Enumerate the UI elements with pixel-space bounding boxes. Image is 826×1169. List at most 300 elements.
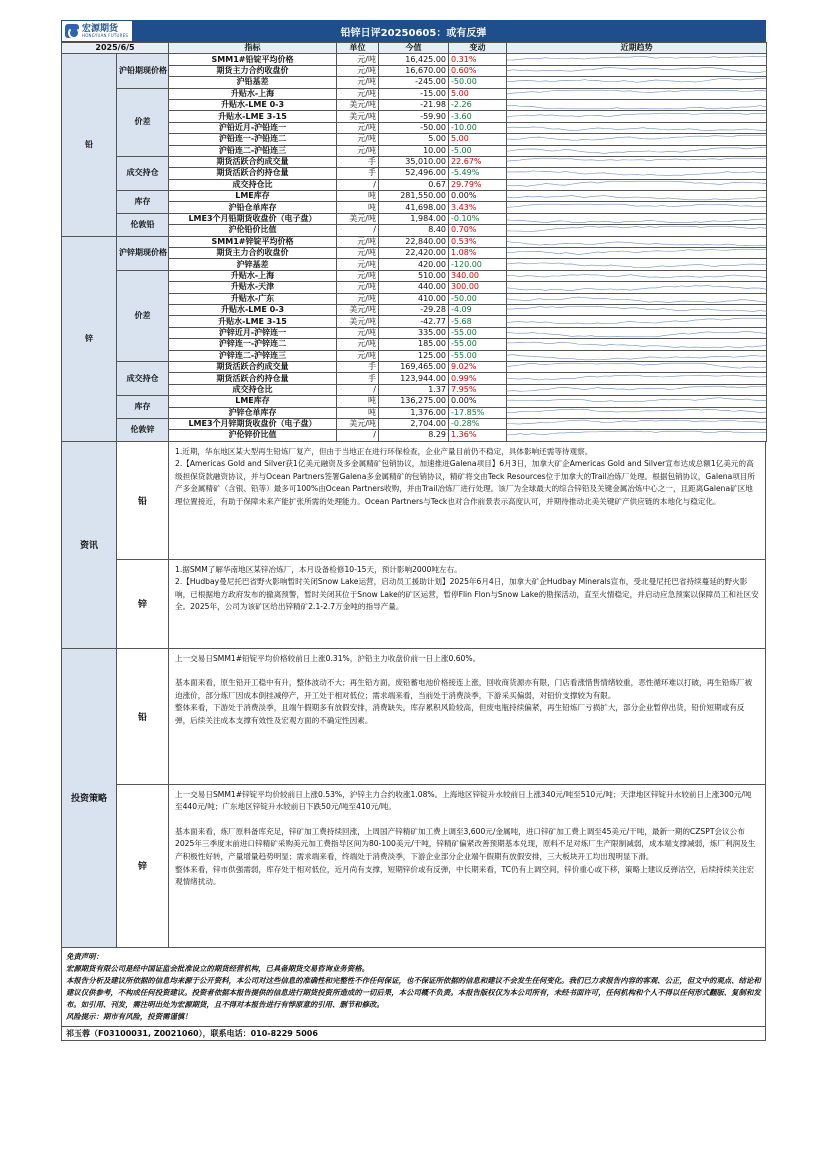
indicator-trend: [507, 339, 767, 350]
indicator-change: -17.85%: [449, 407, 507, 418]
indicator-unit: 元/吨: [337, 270, 379, 281]
zinc-category: 锌: [62, 236, 117, 441]
indicator-name: LME库存: [169, 396, 337, 407]
indicator-unit: 吨: [337, 191, 379, 202]
indicator-unit: 手: [337, 168, 379, 179]
group-label: 伦敦锌: [117, 418, 169, 441]
indicator-unit: 美元/吨: [337, 418, 379, 429]
indicator-trend: [507, 111, 767, 122]
indicator-value: 440.00: [379, 282, 449, 293]
indicator-trend: [507, 259, 767, 270]
report-title: 铅锌日评20250605：或有反弹: [340, 27, 487, 39]
logo-en: HONGYUAN FUTURES: [82, 32, 129, 38]
report-sheet: [61, 20, 766, 1041]
indicator-trend: [507, 145, 767, 156]
indicator-value: 8.29: [379, 430, 449, 441]
trend-sparkline: [507, 282, 766, 292]
indicator-change: 3.43%: [449, 202, 507, 213]
indicator-trend: [507, 361, 767, 372]
trend-sparkline: [507, 214, 766, 224]
indicator-trend: [507, 350, 767, 361]
trend-sparkline: [507, 191, 766, 201]
indicator-unit: 美元/吨: [337, 111, 379, 122]
sparkline-path: [507, 375, 766, 380]
group-label: 成交持仓: [117, 361, 169, 395]
indicator-name: 成交持仓比: [169, 179, 337, 190]
indicator-name: 期货活跃合约成交量: [169, 361, 337, 372]
strategy-lead-row: [117, 649, 765, 785]
indicator-value: -15.00: [379, 88, 449, 99]
report-header: [61, 20, 766, 42]
indicator-trend: [507, 179, 767, 190]
indicator-value: 52,496.00: [379, 168, 449, 179]
sparkline-path: [507, 227, 766, 232]
sparkline-path: [507, 363, 766, 368]
indicator-trend: [507, 54, 767, 65]
indicator-value: -59.90: [379, 111, 449, 122]
indicator-value: 335.00: [379, 327, 449, 338]
news-zinc-text: 1.据SMM了解华南地区某锌冶炼厂，本月设备检修10-15天，预计影响2000吨左右。 2.【Hudbay曼尼托巴省野火影响暂时关闭Snow Lake运营，启动员工援助计划】2025年6月4日，加拿大矿企Hudbay Minerals宣布，受北曼尼托巴省持续蔓延的野火影响，已根据地方政府发布的撤离预警，暂时关闭其位于Snow Lake的矿区运营，暂停Flin Flon与Snow Lake的勘探活动，直至火情稳定，并启动应急预案以保障员工和社区安全。2025年，公司为该矿区给出锌精矿2.1-2.7万金吨的指导产量。: [175, 564, 759, 612]
indicator-name: LME3个月铅期货收盘价（电子盘）: [169, 213, 337, 224]
sparkline-path: [507, 297, 766, 302]
indicator-unit: 吨: [337, 396, 379, 407]
indicator-change: 22.67%: [449, 156, 507, 167]
indicator-value: 1,376.00: [379, 407, 449, 418]
indicator-value: 35,010.00: [379, 156, 449, 167]
indicator-name: 升贴水-LME 3-15: [169, 111, 337, 122]
trend-sparkline: [507, 66, 766, 76]
sparkline-path: [507, 147, 766, 153]
indicator-name: 升贴水-LME 0-3: [169, 304, 337, 315]
indicator-value: 5.00: [379, 134, 449, 145]
indicator-value: -50.00: [379, 122, 449, 133]
indicator-value: -29.28: [379, 304, 449, 315]
indicator-change: 0.53%: [449, 236, 507, 247]
table-row: [62, 361, 767, 372]
table-row: [62, 236, 767, 247]
indicator-name: 沪伦铅价比值: [169, 225, 337, 236]
indicator-trend: [507, 430, 767, 441]
sparkline-path: [507, 342, 766, 348]
indicator-unit: 元/吨: [337, 248, 379, 259]
col-value: 今值: [379, 43, 449, 54]
indicator-name: 沪铅连二-沪铅连三: [169, 145, 337, 156]
indicator-unit: 元/吨: [337, 134, 379, 145]
indicator-name: 升贴水-天津: [169, 282, 337, 293]
sparkline-path: [507, 127, 766, 131]
indicator-change: -3.60: [449, 111, 507, 122]
indicator-unit: 元/吨: [337, 327, 379, 338]
indicator-value: 8.40: [379, 225, 449, 236]
indicator-name: 沪锌连一-沪锌连二: [169, 339, 337, 350]
sparkline-path: [507, 398, 766, 402]
trend-sparkline: [507, 430, 766, 440]
indicator-name: 升贴水-广东: [169, 293, 337, 304]
indicator-change: 340.00: [449, 270, 507, 281]
group-label: 沪铅期现价格: [117, 54, 169, 88]
indicator-value: 281,550.00: [379, 191, 449, 202]
indicator-name: 沪锌近月-沪锌连一: [169, 327, 337, 338]
indicator-trend: [507, 293, 767, 304]
trend-sparkline: [507, 55, 766, 65]
indicator-trend: [507, 282, 767, 293]
trend-sparkline: [507, 89, 766, 99]
group-label: 价差: [117, 270, 169, 361]
indicator-value: 2,704.00: [379, 418, 449, 429]
disclaimer-text: 宏源期货有限公司是经中国证监会批准设立的期货经营机构，已具备期货交易咨询业务资格。 本报告分析及建议所依据的信息均来源于公开资料，本公司对这些信息的准确性和完整性不作任何保证，也不保证所依据的信息和建议不会发生任何变化。我们已力求报告内容的客观、公正，但文中的观点、结论和建议仅供参考，不构成任何投资建议。投资者依据本报告提供的信息进行期货投资所造成的一切后果，本公司概不负责。本报告版权仅为本公司所有，未经书面许可，任何机构和个人不得以任何形式翻版、复制和发布。如引用、刊发，需注明出处为宏源期货，且不得对本报告进行有悖原意的引用、删节和修改。: [66, 963, 761, 1009]
group-label: 沪锌期现价格: [117, 236, 169, 270]
disclaimer: [61, 948, 766, 1027]
disclaimer-title: 免责声明：: [66, 951, 103, 961]
trend-sparkline: [507, 203, 766, 213]
sparkline-path: [507, 354, 766, 359]
indicator-change: -50.00: [449, 293, 507, 304]
indicator-value: 410.00: [379, 293, 449, 304]
indicator-trend: [507, 396, 767, 407]
indicator-name: 沪铅近月-沪铅连一: [169, 122, 337, 133]
sparkline-path: [507, 432, 766, 436]
trend-sparkline: [507, 100, 766, 110]
indicator-value: 1.37: [379, 384, 449, 395]
indicator-unit: 元/吨: [337, 54, 379, 65]
indicator-name: SMM1#锌锭平均价格: [169, 236, 337, 247]
sparkline-path: [507, 136, 766, 141]
trend-sparkline: [507, 260, 766, 270]
strategy-zinc-p2: 基本面来看，炼厂原料备库充足，锌矿加工费持续回涨，上周国产锌精矿加工费上调至3,600元/金属吨，进口锌矿加工费上调至45美元/干吨，最新一期的CZSPT会议公布2025年三季度末前进口锌精矿采购美元加工费指导区间为80-100美元/干吨，锌精矿偏紧改善预期基本兑现，原料不足对炼厂生产限制减弱，成本端支撑减弱，炼厂利润及生产积极性好转，产量增量趋势明显；需求端来看，终端处于消费淡季，下游企业部分企业端午假期有放假安排，三大板块开工均出现明显下滑。 整体来看，锌市供强需弱，库存处于相对低位，近月尚有支撑，短期锌价或有反弹，中长期来看，TC仍有上调空间，锌价重心或下移，策略上建议反弹沽空，后续持续关注宏观情绪扰动。: [175, 826, 756, 887]
indicator-name: 期货主力合约收盘价: [169, 65, 337, 76]
trend-sparkline: [507, 225, 766, 235]
col-change: 变动: [449, 43, 507, 54]
sparkline-path: [507, 113, 766, 117]
news-lead-row: [117, 442, 765, 560]
indicator-name: 成交持仓比: [169, 384, 337, 395]
lead-category: 铅: [62, 54, 117, 236]
indicator-unit: /: [337, 384, 379, 395]
indicator-change: -0.28%: [449, 418, 507, 429]
indicator-value: 125.00: [379, 350, 449, 361]
table-row: [62, 156, 767, 167]
risk-warning: 风险提示：期市有风险，投资需谨慎！: [66, 1011, 192, 1021]
indicator-unit: /: [337, 179, 379, 190]
indicator-trend: [507, 236, 767, 247]
analyst-footer: 祁玉蓉（F03100031, Z0021060），联系电话：010-8229 5006: [61, 1027, 766, 1041]
indicator-change: -5.00: [449, 145, 507, 156]
indicator-value: 16,425.00: [379, 54, 449, 65]
indicator-change: 5.00: [449, 88, 507, 99]
indicator-trend: [507, 327, 767, 338]
indicator-trend: [507, 88, 767, 99]
indicator-change: 0.60%: [449, 65, 507, 76]
indicator-unit: 吨: [337, 407, 379, 418]
sparkline-path: [507, 105, 766, 108]
indicator-name: 期货活跃合约持仓量: [169, 168, 337, 179]
indicator-value: 1,984.00: [379, 213, 449, 224]
trend-sparkline: [507, 271, 766, 281]
indicator-change: -50.00: [449, 77, 507, 88]
trend-sparkline: [507, 180, 766, 190]
trend-sparkline: [507, 294, 766, 304]
indicator-change: 300.00: [449, 282, 507, 293]
col-indicator: 指标: [169, 43, 337, 54]
indicator-trend: [507, 316, 767, 327]
indicator-trend: [507, 156, 767, 167]
trend-sparkline: [507, 134, 766, 144]
indicator-value: 185.00: [379, 339, 449, 350]
table-header-row: [62, 43, 767, 54]
indicator-trend: [507, 99, 767, 110]
sparkline-path: [507, 274, 766, 277]
indicator-unit: 元/吨: [337, 236, 379, 247]
strategy-lead-p1: 上一交易日SMM1#铅锭平均价格较前日上涨0.31%，沪铅主力收盘价前一日上涨0.60%。: [175, 653, 481, 663]
trend-sparkline: [507, 328, 766, 338]
trend-sparkline: [507, 168, 766, 178]
sparkline-path: [507, 181, 766, 186]
indicator-change: 1.36%: [449, 430, 507, 441]
indicator-trend: [507, 407, 767, 418]
indicator-unit: 美元/吨: [337, 316, 379, 327]
sparkline-path: [507, 79, 766, 83]
table-row: [62, 418, 767, 429]
indicator-name: 期货主力合约收盘价: [169, 248, 337, 259]
indicator-name: 期货活跃合约成交量: [169, 156, 337, 167]
indicator-name: LME3个月锌期货收盘价（电子盘）: [169, 418, 337, 429]
trend-sparkline: [507, 419, 766, 429]
indicator-value: -21.98: [379, 99, 449, 110]
indicator-unit: 美元/吨: [337, 304, 379, 315]
company-logo: [62, 21, 132, 41]
indicator-name: 升贴水-上海: [169, 270, 337, 281]
sparkline-path: [507, 249, 766, 254]
sparkline-path: [507, 158, 766, 161]
indicator-unit: 元/吨: [337, 350, 379, 361]
indicator-value: -245.00: [379, 77, 449, 88]
group-label: 库存: [117, 191, 169, 214]
report-date: 2025/6/5: [62, 43, 169, 54]
sparkline-path: [507, 67, 766, 72]
indicator-value: 22,840.00: [379, 236, 449, 247]
trend-sparkline: [507, 248, 766, 258]
table-row: [62, 191, 767, 202]
indicator-unit: 美元/吨: [337, 99, 379, 110]
indicator-name: 升贴水-LME 0-3: [169, 99, 337, 110]
indicator-name: 沪伦锌价比值: [169, 430, 337, 441]
logo-cn: 宏源期货: [82, 23, 119, 34]
sparkline-path: [507, 56, 766, 60]
sparkline-path: [507, 241, 766, 245]
strategy-zinc-row: [117, 785, 765, 947]
strategy-lead-p2: 基本面来看，原生铅开工稳中有升，整体波动不大；再生铅方面，废铅蓄电池价格接连上涨，回收商货源亦有限，门店看涨惜售情绪较重，恶性循环难以打破，再生铅炼厂被迫涨价，部分炼厂因成本倒挂减停产，开工处于相对低位；需求端来看，当前处于消费淡季，下游采买偏弱，对铅价支撑较为有限。 整体来看，下游处于消费淡季，且端午假期多有放假安排，消费缺失，库存累积风险较高，但废电瓶持续偏紧，再生铅炼厂亏损扩大，部分企业暂停出货，铅价短期或有反弹，后续关注成本支撑有效性及宏观方面的不确定性因素。: [175, 678, 753, 726]
trend-sparkline: [507, 317, 766, 327]
indicator-name: 沪锌仓单库存: [169, 407, 337, 418]
indicator-name: 沪锌基差: [169, 259, 337, 270]
indicator-change: -5.68: [449, 316, 507, 327]
indicator-trend: [507, 77, 767, 88]
group-label: 伦敦铅: [117, 213, 169, 236]
trend-sparkline: [507, 374, 766, 384]
col-unit: 单位: [337, 43, 379, 54]
sparkline-path: [507, 286, 766, 291]
table-row: [62, 213, 767, 224]
indicator-trend: [507, 225, 767, 236]
indicator-unit: 元/吨: [337, 259, 379, 270]
trend-sparkline: [507, 157, 766, 167]
news-section: [61, 442, 766, 649]
indicator-change: 0.99%: [449, 373, 507, 384]
news-zinc-row: [117, 560, 765, 648]
group-label: 价差: [117, 88, 169, 156]
indicator-value: 169,465.00: [379, 361, 449, 372]
strategy-lead-text: [169, 649, 765, 784]
indicator-value: 10.00: [379, 145, 449, 156]
indicator-change: -120.00: [449, 259, 507, 270]
news-label: 资讯: [62, 442, 117, 648]
indicator-trend: [507, 418, 767, 429]
trend-sparkline: [507, 123, 766, 133]
indicator-change: 0.00%: [449, 396, 507, 407]
strategy-section: [61, 649, 766, 948]
sparkline-path: [507, 90, 766, 94]
indicator-name: SMM1#铅锭平均价格: [169, 54, 337, 65]
strategy-lead-label: 铅: [117, 649, 169, 784]
indicator-trend: [507, 168, 767, 179]
indicator-unit: 手: [337, 373, 379, 384]
sparkline-path: [507, 196, 766, 200]
indicator-unit: 元/吨: [337, 77, 379, 88]
trend-sparkline: [507, 237, 766, 247]
sparkline-path: [507, 331, 766, 337]
sparkline-path: [507, 386, 766, 391]
strategy-zinc-p1: 上一交易日SMM1#锌锭平均价较前日上涨0.53%，沪锌主力合约收涨1.08%。上海地区锌锭升水较前日上涨340元/吨至510元/吨；天津地区锌锭升水较前日上涨300元/吨至440元/吨；广东地区锌锭升水较前日下跌50元/吨至410元/吨。: [175, 789, 752, 812]
indicator-change: -0.10%: [449, 213, 507, 224]
indicator-change: -10.00: [449, 122, 507, 133]
indicator-unit: 元/吨: [337, 293, 379, 304]
indicator-unit: 手: [337, 156, 379, 167]
col-trend: 近期趋势: [507, 43, 767, 54]
indicator-value: 123,944.00: [379, 373, 449, 384]
trend-sparkline: [507, 77, 766, 87]
indicator-change: 0.00%: [449, 191, 507, 202]
indicator-value: 41,698.00: [379, 202, 449, 213]
indicator-name: 升贴水-上海: [169, 88, 337, 99]
indicator-name: 沪铅基差: [169, 77, 337, 88]
indicator-change: -4.09: [449, 304, 507, 315]
sparkline-path: [507, 219, 766, 223]
group-label: 成交持仓: [117, 156, 169, 190]
indicator-trend: [507, 65, 767, 76]
indicator-change: 7.95%: [449, 384, 507, 395]
trend-sparkline: [507, 408, 766, 418]
indicator-unit: /: [337, 225, 379, 236]
indicator-change: -5.49%: [449, 168, 507, 179]
indicator-trend: [507, 384, 767, 395]
trend-sparkline: [507, 351, 766, 361]
trend-sparkline: [507, 385, 766, 395]
indicator-unit: 吨: [337, 202, 379, 213]
sparkline-path: [507, 306, 766, 311]
sparkline-path: [507, 204, 766, 207]
sparkline-path: [507, 171, 766, 176]
trend-sparkline: [507, 146, 766, 156]
indicator-unit: 元/吨: [337, 145, 379, 156]
indicator-change: 29.79%: [449, 179, 507, 190]
indicator-name: LME库存: [169, 191, 337, 202]
indicator-change: -55.00: [449, 327, 507, 338]
news-lead-text: 1.近期，华东地区某大型再生铅炼厂复产，但由于当地正在进行环保检查，企业产量目前仍不稳定，具体影响还需等待观察。 2.【Americas Gold and Silver获1亿美元融资及多金属精矿包销协议，加速推进Galena项目】6月3日，加拿大矿企Americas Gold and Silver宣布达成总额1亿美元的高级担保贷款融资协议，并与Ocean Partners签署Galena多金属精矿的包销协议，精矿将交由Teck Resources位于加拿大的Trail冶炼厂处理。根据包销协议，Galena项目所产多金属精矿（含银、铅等）最多可100%由Ocean Partners收购，并由Trail冶炼厂进行处理。该厂为全球最大的综合锌铅及关键金属冶炼中心之一，且距离Galena矿区地理位置接近，有助于保障未来产能扩张所需的处理能力。Ocean Partners与Teck也对合作前景表示高度认可，并期待推动北美关键矿产供应链的本地化与稳定化。: [175, 446, 756, 507]
table-row: [62, 270, 767, 281]
indicator-unit: 元/吨: [337, 282, 379, 293]
indicator-change: 9.02%: [449, 361, 507, 372]
indicator-change: 1.08%: [449, 248, 507, 259]
indicator-value: 420.00: [379, 259, 449, 270]
indicator-trend: [507, 134, 767, 145]
sparkline-path: [507, 420, 766, 424]
trend-sparkline: [507, 396, 766, 406]
indicator-unit: 元/吨: [337, 339, 379, 350]
indicator-unit: 手: [337, 361, 379, 372]
indicator-trend: [507, 373, 767, 384]
strategy-label: 投资策略: [62, 649, 117, 947]
trend-sparkline: [507, 339, 766, 349]
indicator-unit: /: [337, 430, 379, 441]
table-row: [62, 396, 767, 407]
indicator-trend: [507, 213, 767, 224]
indicator-table: [61, 42, 767, 442]
indicator-value: 16,670.00: [379, 65, 449, 76]
indicator-change: 5.00: [449, 134, 507, 145]
indicator-value: 136,275.00: [379, 396, 449, 407]
indicator-unit: 元/吨: [337, 88, 379, 99]
news-zinc-label: 锌: [117, 560, 169, 648]
indicator-trend: [507, 248, 767, 259]
sparkline-path: [507, 409, 766, 413]
indicator-name: 沪锌连二-沪锌连三: [169, 350, 337, 361]
indicator-name: 沪铅仓单库存: [169, 202, 337, 213]
indicator-name: 沪铅连一-沪铅连二: [169, 134, 337, 145]
strategy-zinc-label: 锌: [117, 785, 169, 947]
indicator-value: -42.77: [379, 316, 449, 327]
group-label: 库存: [117, 396, 169, 419]
trend-sparkline: [507, 112, 766, 122]
indicator-change: -2.26: [449, 99, 507, 110]
table-row: [62, 88, 767, 99]
indicator-change: -55.00: [449, 339, 507, 350]
indicator-value: 0.67: [379, 179, 449, 190]
indicator-value: 510.00: [379, 270, 449, 281]
indicator-trend: [507, 304, 767, 315]
indicator-change: 0.70%: [449, 225, 507, 236]
indicator-name: 期货活跃合约持仓量: [169, 373, 337, 384]
logo-icon: [65, 24, 79, 38]
trend-sparkline: [507, 362, 766, 372]
indicator-name: 升贴水-LME 3-15: [169, 316, 337, 327]
indicator-change: -55.00: [449, 350, 507, 361]
news-lead-label: 铅: [117, 442, 169, 559]
indicator-unit: 元/吨: [337, 65, 379, 76]
indicator-change: 0.31%: [449, 54, 507, 65]
indicator-trend: [507, 122, 767, 133]
indicator-unit: 美元/吨: [337, 213, 379, 224]
sparkline-path: [507, 318, 766, 324]
indicator-trend: [507, 191, 767, 202]
table-row: [62, 54, 767, 65]
strategy-zinc-text: [169, 785, 765, 947]
indicator-unit: 元/吨: [337, 122, 379, 133]
indicator-trend: [507, 202, 767, 213]
sparkline-path: [507, 262, 766, 267]
indicator-value: 22,420.00: [379, 248, 449, 259]
indicator-trend: [507, 270, 767, 281]
trend-sparkline: [507, 305, 766, 315]
